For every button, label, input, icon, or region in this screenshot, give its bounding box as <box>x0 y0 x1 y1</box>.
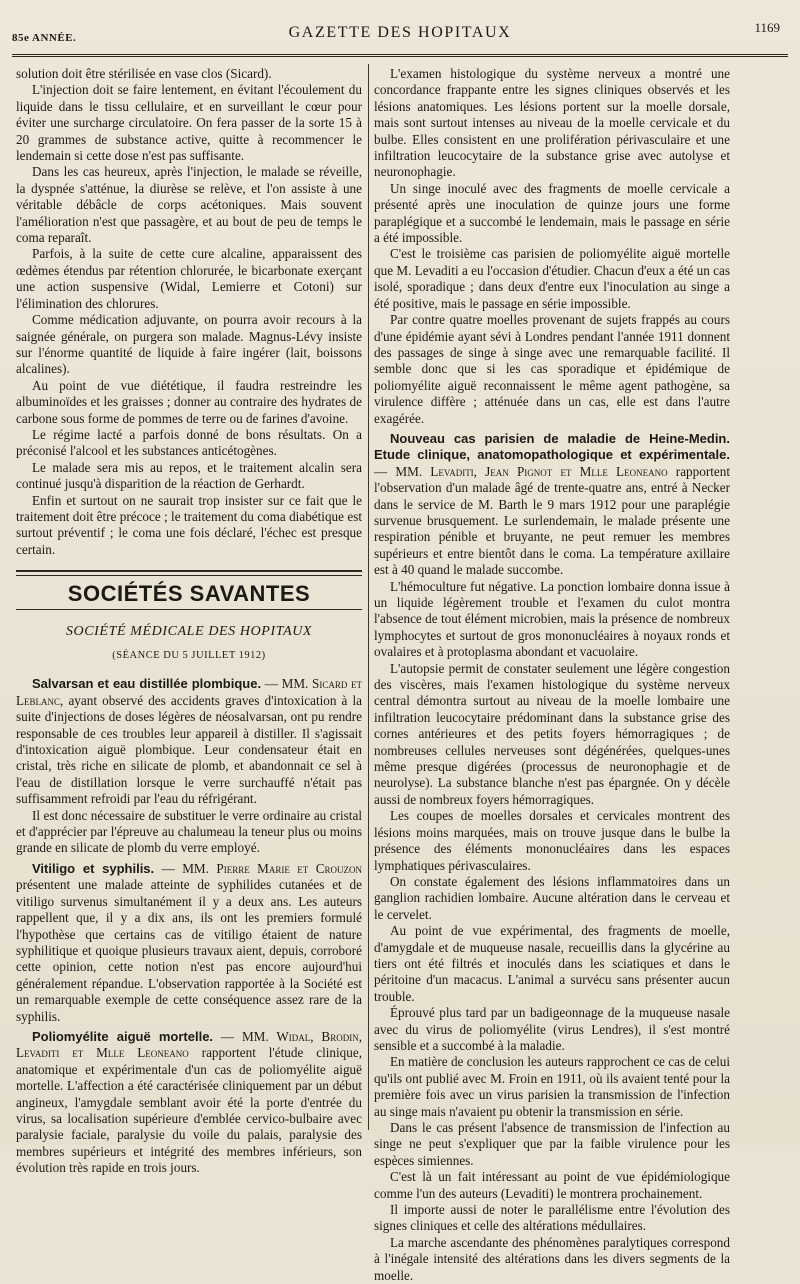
paragraph: solution doit être stérilisée en vase clos (Sicard). <box>16 66 272 81</box>
section-rule <box>16 609 362 610</box>
section-rule <box>16 575 362 576</box>
paragraph: Au point de vue expérimental, des fragments de moelle, d'amygdale et de muqueuse nasale, recueillis dans la glycérine au tiers ont été filtrés et inoculés dans les sciatiques et dans le péritoine d'un macacus. L'animal a survécu sans présenter aucun trouble. <box>374 923 730 1004</box>
paragraph: Au point de vue diététique, il faudra restreindre les albuminoïdes et les graisses ; donner au contraire des hydrates de carbone sous forme de pommes de terre ou de farines d'avoine. <box>16 377 362 426</box>
paragraph: Éprouvé plus tard par un badigeonnage de la muqueuse nasale avec du virus de poliomyélite (virus Lendres), il s'est montré sensible et a succombé à la maladie. <box>374 1005 730 1053</box>
article-heine-medin <box>374 431 730 579</box>
paragraph: C'est là un fait intéressant au point de vue épidémiologique comme l'un des auteurs (Levaditi) le montrera prochainement. <box>374 1169 730 1201</box>
society-title: SOCIÉTÉ MÉDICALE DES HOPITAUX <box>65 623 313 639</box>
paragraph: Le malade sera mis au repos, et le traitement alcalin sera continué jusqu'à disparition de la réaction de Gerhardt. <box>16 459 362 492</box>
paragraph: Comme médication adjuvante, on pourra avoir recours à la saignée générale, on purgera son malade. Magnus-Lévy insiste sur l'énorme quantité de liquide à faire ingérer (lait, boissons alcalines). <box>16 312 362 377</box>
article-title: Salvarsan et eau distillée plombique. <box>32 676 262 692</box>
header-rule <box>12 54 788 59</box>
article-authors: — MM. Levaditi, Jean Pignot et Mlle Leoneano <box>374 463 668 479</box>
article-title: Vitiligo et syphilis. <box>32 860 155 876</box>
right-column <box>374 66 730 1284</box>
article-text: ayant observé des accidents graves d'intoxication à la suite d'injections de doses légères de néosalvarsan, ont pu rendre responsable de ces troubles leur appareil à distiller. Il s'agissait d'intoxication aiguë plombique. Leur condensateur était en cristal, très riche en silicate de plomb, et abandonnait ce sel à l'eau de distillation lorsque le verre surchauffé n'était pas suffisamment refroidi par l'eau du réfrigérant. <box>16 692 363 807</box>
article-text: rapportent l'observation d'un malade âgé de trente-quatre ans, entré à Necker dans le service de M. Barth le 9 mars 1912 pour une paraplégie survenue brusquement. Le surlendemain, le malade présente une respiration pénible et bruyante, ne peut remuer les membres supérieurs et entre bientôt dans le coma. La température axillaire est à 40 quand le malade succombe. <box>374 463 730 578</box>
section-title: SOCIÉTÉS SAVANTES <box>67 581 311 607</box>
article-authors: — MM. Pierre Marie et Crouzon <box>161 860 363 876</box>
article-vitiligo <box>16 861 362 1025</box>
paragraph: L'hémoculture fut négative. La ponction lombaire donna issue à un liquide légèrement trouble et l'examen du culot montra l'absence de tout élément microbien, mais la présence de nombreux lymphocytes et surtout de gros mononucléaires à noyaux ronds et ovalaires et à protoplasma abondant et vacuolaire. <box>374 578 730 660</box>
paragraph: Dans les cas heureux, après l'injection, le malade se réveille, la dyspnée s'atténue, la diurèse se relève, et l'on assiste à une véritable débâcle de corps acétoniques. Mais souvent l'amélioration n'est que passagère, et au bout de peu de temps le coma reparaît. <box>16 164 362 246</box>
paragraph: Le régime lacté a parfois donné de bons résultats. On a préconisé l'alcool et les substances anticétogènes. <box>16 426 362 459</box>
article-authors: — MM. Sicard et Leblanc, <box>16 676 362 708</box>
article-authors: — MM. Widal, Brodin, Levaditi et Mlle Leoneano <box>16 1028 363 1061</box>
page-header <box>0 18 800 48</box>
article-text: rapportent l'étude clinique, anatomique et expérimentale d'un cas de poliomyélite aiguë mortelle. L'affection a été caractérisée cliniquement par un début angineux, l'amygdale semblant avoir été la porte d'entrée du virus, sa localisation supérieure d'emblée cervico-bulbaire avec paralysie faciale, paralysie du voile du palais, paralysie des membres supérieurs et intégrité des membres inférieurs, son évolution très rapide en trois jours. <box>16 1045 362 1176</box>
paragraph: Il est donc nécessaire de substituer le verre ordinaire au cristal et d'apprécier par l'épreuve au chalumeau la teneur plus ou moins grande en silicate de plomb du verre employé. <box>16 807 362 856</box>
paragraph: L'examen histologique du système nerveux a montré une concordance frappante entre les signes cliniques observés et les lésions anatomiques. Les lésions portent sur la moelle dorsale, mais sont surtout intenses au niveau de la moelle cervicale et du bulbe. Elles consistent en une prolifération périvasculaire et une infiltration leucocytaire de la substance grise avec autolyse et neuronophagie. <box>374 66 730 180</box>
paragraph: La marche ascendante des phénomènes paralytiques correspond à l'inégale intensité des altérations dans les divers segments de la moelle. <box>374 1234 730 1283</box>
article-salvarsan <box>16 676 362 807</box>
session-date: (SÉANCE DU 5 JUILLET 1912) <box>112 650 266 661</box>
article-poliomyelite <box>16 1029 362 1177</box>
left-column <box>16 66 362 1177</box>
column-divider <box>368 64 369 1130</box>
article-text: présentent une malade atteinte de syphilides cutanées et de vitiligo survenus simultanément il y a deux ans. Les auteurs rappellent que, il y a dix ans, ils ont les premiers formulé l'hypothèse que certains cas de vitiligo étaient de nature syphilitique et quoique plusieurs travaux aient, depuis, corroboré cette opinion, cette notion n'est pas encore aujourd'hui généralement répandue. L'observation rapportée à la Société est un remarquable exemple de cette conséquence assez rare de la syphilis. <box>16 877 362 1024</box>
paragraph: On constate également des lésions inflammatoires dans un ganglion rachidien lombaire. Aucune altération dans le cerveau et le cervelet. <box>374 873 730 922</box>
article-title: Poliomyélite aiguë mortelle. <box>32 1028 214 1044</box>
paragraph: Enfin et surtout on ne saurait trop insister sur ce fait que le traitement doit être précoce ; le traitement du coma diabétique est surtout préventif ; le coma une fois déclaré, l'échec est presque certain. <box>16 492 362 557</box>
article-title: Nouveau cas parisien de maladie de Heine-Medin. Etude clinique, anatomopathologique et expérimentale. <box>374 430 730 463</box>
paragraph: Par contre quatre moelles provenant de sujets frappés au cours d'une épidémie ayant sévi à Londres pendant l'année 1911 donnent des passages de singe à singe avec une remarquable facilité. Il semble donc que si les cas sporadique et épidémique de poliomyélite aiguë reconnaissent le même agent pathogène, sa virulence diffère ; atténuée dans un cas, elle est dans l'autre exagérée. <box>374 312 730 426</box>
paragraph: Parfois, à la suite de cette cure alcaline, apparaissent des œdèmes étendus par rétention chlorurée, le bicarbonate exerçant une action suspensive (Widal, Lemierre et Cotoni) sur l'élimination des chlorures. <box>16 246 362 311</box>
paragraph: Les coupes de moelles dorsales et cervicales montrent des lésions moins marquées, mais on trouve jusque dans le bulbe la présence des éléments mononucléaires dans les espaces lymphatiques périvasculaires. <box>374 808 730 873</box>
paragraph: Il importe aussi de noter le parallélisme entre l'évolution des signes cliniques et celle des altérations médullaires. <box>374 1202 730 1234</box>
page-number: 1169 <box>754 20 780 35</box>
year-label: 85e ANNÉE. <box>12 32 77 44</box>
paragraph: Un singe inoculé avec des fragments de moelle cervicale a présenté après une inoculation de quinze jours une forme paraplégique et a succombé le lendemain, mais le passage en série a été impossible. <box>374 180 730 246</box>
paragraph: En matière de conclusion les auteurs rapprochent ce cas de celui qu'ils ont publié avec M. Froin en 1911, où ils avaient tenté pour la première fois avec un virus parisien la transmission de l'infection au singe mais n'avaient pu obtenir la transmission en série. <box>374 1054 730 1119</box>
paragraph: Dans le cas présent l'absence de transmission de l'infection au singe ne peut s'expliquer que par la faible virulence pour les espèces simiennes. <box>374 1120 730 1168</box>
section-rule <box>16 570 362 572</box>
paragraph: L'injection doit se faire lentement, en évitant l'écoulement du liquide dans le tissu cellulaire, et en surveillant le cœur pour éviter une surcharge circulatoire. On fera passer de la sorte 15 à 20 grammes de substance active, quitte à recommencer le lendemain si cette dose n'est pas suffisante. <box>16 82 362 164</box>
journal-title: GAZETTE DES HOPITAUX <box>288 24 512 41</box>
paragraph: L'autopsie permit de constater seulement une légère congestion des viscères, mais l'examen histologique du système nerveux central démontra surtout au niveau de la moelle lombaire une infiltration leucocytaire prédominant dans la substance grise des cornes antérieures et des petits foyers hémorragiques ; de nombreuses cellules nerveuses sont dégénérées, quelques-unes même presque digérées (processus de neuronophagie et de neurolyse). La substance blanche n'est pas épargnée. On y décèle aussi de nombreux foyers hémorragiques. <box>374 660 730 807</box>
paragraph: C'est le troisième cas parisien de poliomyélite aiguë mortelle que M. Levaditi a eu l'occasion d'étudier. Chacun d'eux a été un cas isolé, sporadique ; dans deux d'entre eux l'inoculation au singe a été positive, mais le passage en série impossible. <box>374 246 730 311</box>
